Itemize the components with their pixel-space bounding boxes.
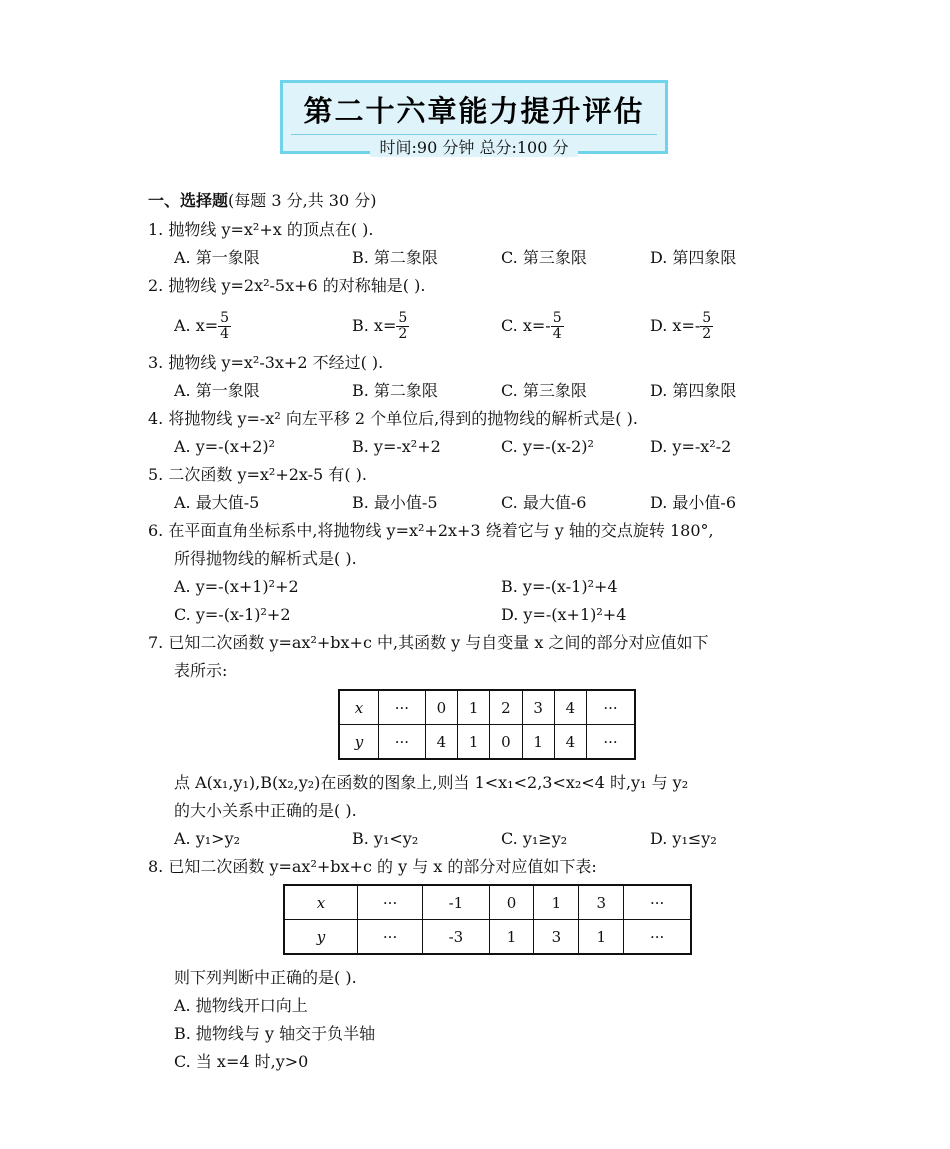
q6-option-a: A. y=-(x+1)²+2 — [174, 577, 299, 596]
question-8-prompt: 则下列判断中正确的是( ). — [174, 968, 357, 987]
table-cell: 3 — [522, 690, 554, 725]
q2-option-c: C. x=- $\frac{5}{4}$ — [501, 310, 562, 342]
q6-option-c: C. y=-(x-1)²+2 — [174, 605, 291, 624]
question-7-condition: 点 A(x₁,y₁),B(x₂,y₂)在函数的图象上,则当 1<x₁<2,3<x₂<4 时,y₁ 与 y₂ — [174, 773, 689, 792]
table-cell: 1 — [522, 725, 554, 760]
page-title: 第二十六章能力提升评估 — [303, 94, 645, 128]
q2-option-d: D. x=- $\frac{5}{2}$ — [650, 310, 712, 342]
table-cell: 3 — [534, 920, 579, 955]
q3-option-a: A. 第一象限 — [174, 381, 260, 400]
q5-option-b: B. 最小值-5 — [352, 493, 438, 512]
section-title: 一、选择题 — [148, 191, 229, 210]
q8-option-a: A. 抛物线开口向上 — [174, 996, 308, 1015]
q2-option-b: B. x= $\frac{5}{2}$ — [352, 310, 408, 342]
table-cell: 1 — [534, 885, 579, 920]
q6-option-d: D. y=-(x+1)²+4 — [501, 605, 627, 624]
q1-option-c: C. 第三象限 — [501, 248, 587, 267]
q7-option-d: D. y₁≤y₂ — [650, 829, 717, 848]
question-6-stem-cont: 所得抛物线的解析式是( ). — [174, 549, 357, 568]
table-cell: ··· — [358, 920, 423, 955]
table-cell: 0 — [425, 690, 457, 725]
table-cell: 2 — [490, 690, 522, 725]
table-cell: ··· — [587, 690, 635, 725]
q1-option-a: A. 第一象限 — [174, 248, 260, 267]
q4-option-a: A. y=-(x+2)² — [174, 437, 276, 456]
section-note: (每题 3 分,共 30 分) — [228, 191, 377, 210]
table-cell: 1 — [458, 690, 490, 725]
time-score-info: 时间:90 分钟 总分:100 分 — [370, 138, 579, 157]
table-cell: y — [284, 920, 358, 955]
q6-option-b: B. y=-(x-1)²+4 — [501, 577, 618, 596]
q2-option-a: A. x= $\frac{5}{4}$ — [174, 310, 230, 342]
table-cell: ··· — [624, 885, 691, 920]
q8-option-b: B. 抛物线与 y 轴交于负半轴 — [174, 1024, 376, 1043]
question-7-stem-cont: 表所示: — [174, 661, 228, 680]
section-heading — [148, 191, 376, 211]
table-row — [284, 920, 691, 955]
q7-value-table — [338, 689, 636, 760]
table-cell: ··· — [358, 885, 423, 920]
question-3-stem: 3. 抛物线 y=x²-3x+2 不经过( ). — [148, 353, 384, 372]
table-cell: 0 — [490, 725, 522, 760]
table-cell: ··· — [379, 725, 426, 760]
chapter-header — [280, 80, 668, 157]
q7-option-c: C. y₁≥y₂ — [501, 829, 568, 848]
table-cell: ··· — [624, 920, 691, 955]
q5-option-d: D. 最小值-6 — [650, 493, 737, 512]
q7-option-b: B. y₁<y₂ — [352, 829, 419, 848]
q8-value-table — [283, 884, 692, 955]
table-cell: ··· — [587, 725, 635, 760]
q3-option-d: D. 第四象限 — [650, 381, 737, 400]
table-cell: 4 — [554, 690, 586, 725]
q4-option-b: B. y=-x²+2 — [352, 437, 441, 456]
question-7-stem: 7. 已知二次函数 y=ax²+bx+c 中,其函数 y 与自变量 x 之间的部分对应值如下 — [148, 633, 709, 652]
question-1-stem: 1. 抛物线 y=x²+x 的顶点在( ). — [148, 220, 374, 239]
table-cell: -3 — [423, 920, 489, 955]
question-6-stem: 6. 在平面直角坐标系中,将抛物线 y=x²+2x+3 绕着它与 y 轴的交点旋转 180°, — [148, 521, 714, 540]
question-4-stem: 4. 将抛物线 y=-x² 向左平移 2 个单位后,得到的抛物线的解析式是( ). — [148, 409, 638, 428]
q5-option-c: C. 最大值-6 — [501, 493, 587, 512]
table-cell: 0 — [489, 885, 534, 920]
table-cell: y — [339, 725, 379, 760]
q1-option-d: D. 第四象限 — [650, 248, 737, 267]
q4-option-d: D. y=-x²-2 — [650, 437, 732, 456]
table-cell: x — [284, 885, 358, 920]
question-2-stem: 2. 抛物线 y=2x²-5x+6 的对称轴是( ). — [148, 276, 426, 295]
table-row — [284, 885, 691, 920]
q8-option-c: C. 当 x=4 时,y>0 — [174, 1052, 309, 1071]
q4-option-c: C. y=-(x-2)² — [501, 437, 594, 456]
question-8-stem: 8. 已知二次函数 y=ax²+bx+c 的 y 与 x 的部分对应值如下表: — [148, 857, 597, 876]
q7-option-a: A. y₁>y₂ — [174, 829, 241, 848]
table-row — [339, 725, 635, 760]
table-cell: x — [339, 690, 379, 725]
q1-option-b: B. 第二象限 — [352, 248, 438, 267]
question-7-condition-cont: 的大小关系中正确的是( ). — [174, 801, 357, 820]
q3-option-c: C. 第三象限 — [501, 381, 587, 400]
table-cell: -1 — [423, 885, 489, 920]
table-cell: 1 — [579, 920, 624, 955]
table-cell: ··· — [379, 690, 426, 725]
table-row — [339, 690, 635, 725]
table-cell: 4 — [554, 725, 586, 760]
table-cell: 3 — [579, 885, 624, 920]
table-cell: 4 — [425, 725, 457, 760]
table-cell: 1 — [458, 725, 490, 760]
q3-option-b: B. 第二象限 — [352, 381, 438, 400]
table-cell: 1 — [489, 920, 534, 955]
question-5-stem: 5. 二次函数 y=x²+2x-5 有( ). — [148, 465, 367, 484]
q5-option-a: A. 最大值-5 — [174, 493, 260, 512]
